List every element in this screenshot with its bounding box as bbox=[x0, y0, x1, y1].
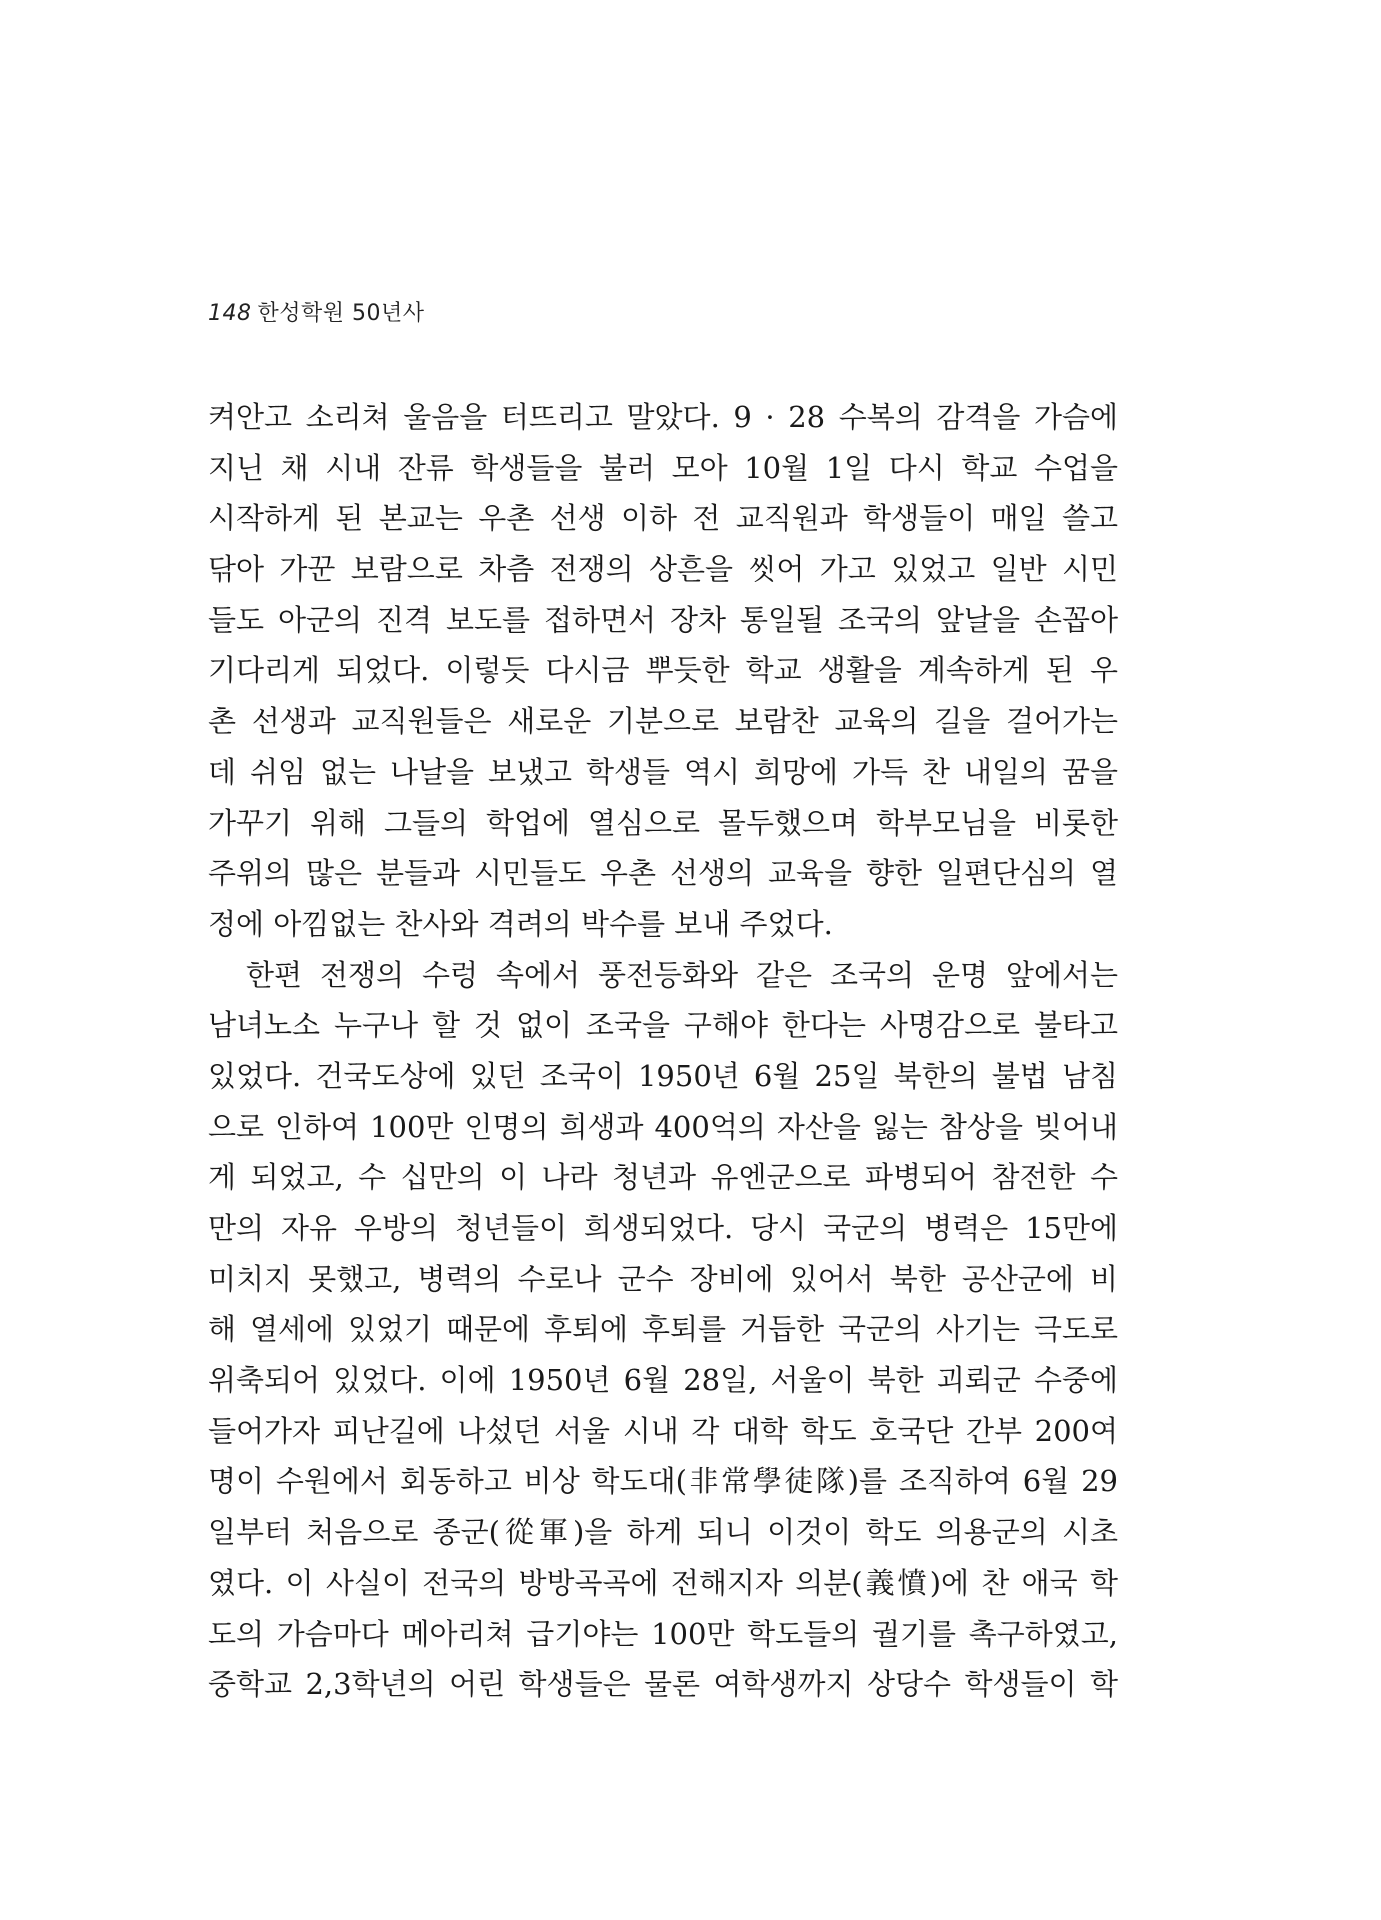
text-line: 촌 선생과 교직원들은 새로운 기분으로 보람찬 교육의 길을 걸어가는 bbox=[208, 704, 1118, 739]
text-line: 만의 자유 우방의 청년들이 희생되었다. 당시 국군의 병력은 15만에 bbox=[208, 1211, 1118, 1245]
text-line: 일부터 처음으로 종군(從軍)을 하게 되니 이것이 학도 의용군의 시초 bbox=[208, 1515, 1118, 1550]
text-line: 위축되어 있었다. 이에 1950년 6월 28일, 서울이 북한 괴뢰군 수중에 bbox=[208, 1363, 1118, 1398]
text-line: 기다리게 되었다. 이렇듯 다시금 뿌듯한 학교 생활을 계속하게 된 우 bbox=[208, 653, 1118, 688]
text-line: 남녀노소 누구나 할 것 없이 조국을 구해야 한다는 사명감으로 불타고 bbox=[208, 1008, 1118, 1043]
text-line: 명이 수원에서 회동하고 비상 학도대(非常學徒隊)를 조직하여 6월 29 bbox=[208, 1464, 1118, 1499]
text-line: 시작하게 된 본교는 우촌 선생 이하 전 교직원과 학생들이 매일 쓸고 bbox=[208, 501, 1118, 536]
text-line: 도의 가슴마다 메아리쳐 급기야는 100만 학도들의 궐기를 촉구하였고, bbox=[208, 1616, 1118, 1651]
text-line: 지닌 채 시내 잔류 학생들을 불러 모아 10월 1일 다시 학교 수업을 bbox=[208, 450, 1118, 485]
text-line: 들어가자 피난길에 나섰던 서울 시내 각 대학 학도 호국단 간부 200여 bbox=[208, 1413, 1118, 1448]
text-line: 정에 아낌없는 찬사와 격려의 박수를 보내 주었다. bbox=[208, 906, 833, 941]
book-title: 한성학원 50년사 bbox=[257, 301, 425, 326]
text-line: 한편 전쟁의 수렁 속에서 풍전등화와 같은 조국의 운명 앞에서는 bbox=[246, 957, 1118, 992]
running-header bbox=[208, 296, 425, 327]
text-line: 해 열세에 있었기 때문에 후퇴에 후퇴를 거듭한 국군의 사기는 극도로 bbox=[208, 1312, 1118, 1347]
text-line: 데 쉬임 없는 나날을 보냈고 학생들 역시 희망에 가득 찬 내일의 꿈을 bbox=[208, 754, 1118, 789]
text-line: 미치지 못했고, 병력의 수로나 군수 장비에 있어서 북한 공산군에 비 bbox=[208, 1261, 1118, 1296]
body-text bbox=[208, 392, 1118, 1710]
text-line: 가꾸기 위해 그들의 학업에 열심으로 몰두했으며 학부모님을 비롯한 bbox=[208, 805, 1118, 840]
text-line: 중학교 2,3학년의 어린 학생들은 물론 여학생까지 상당수 학생들이 학 bbox=[208, 1667, 1118, 1702]
text-line: 켜안고 소리쳐 울음을 터뜨리고 말았다. 9 · 28 수복의 감격을 가슴에 bbox=[208, 400, 1118, 434]
text-line: 게 되었고, 수 십만의 이 나라 청년과 유엔군으로 파병되어 참전한 수 bbox=[208, 1160, 1118, 1195]
text-line: 있었다. 건국도상에 있던 조국이 1950년 6월 25일 북한의 불법 남침 bbox=[208, 1058, 1118, 1093]
text-line: 였다. 이 사실이 전국의 방방곡곡에 전해지자 의분(義憤)에 찬 애국 학 bbox=[208, 1565, 1118, 1600]
text-line: 으로 인하여 100만 인명의 희생과 400억의 자산을 잃는 참상을 빚어내 bbox=[208, 1109, 1118, 1144]
page-number: 148 bbox=[208, 301, 252, 326]
text-line: 닦아 가꾼 보람으로 차츰 전쟁의 상흔을 씻어 가고 있었고 일반 시민 bbox=[208, 552, 1118, 587]
text-line: 들도 아군의 진격 보도를 접하면서 장차 통일될 조국의 앞날을 손꼽아 bbox=[208, 602, 1118, 637]
text-line: 주위의 많은 분들과 시민들도 우촌 선생의 교육을 향한 일편단심의 열 bbox=[208, 856, 1118, 891]
